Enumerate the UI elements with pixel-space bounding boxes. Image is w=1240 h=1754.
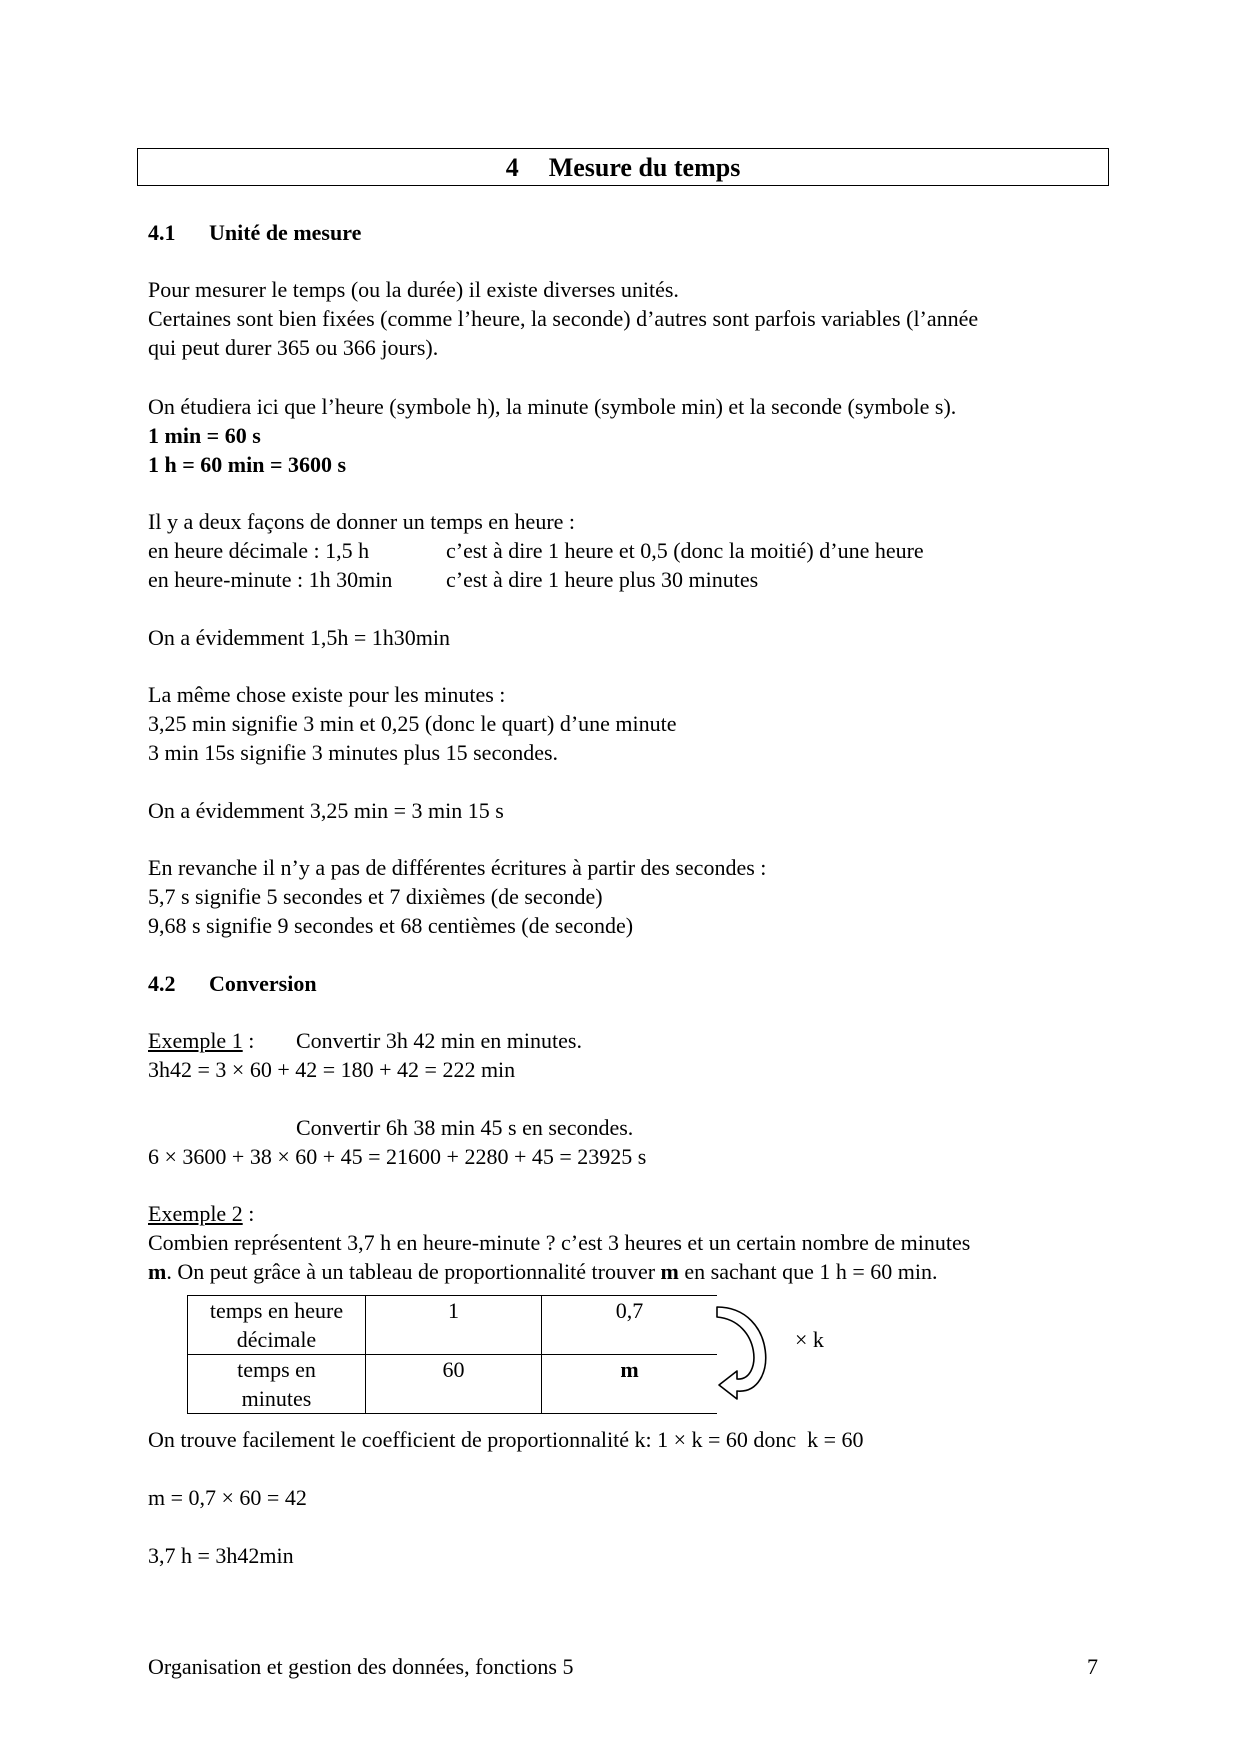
text-line [148,536,1108,565]
coefficient-label: × k [795,1327,824,1352]
page-number: 7 [1087,1654,1098,1679]
text-line: On a évidemment 1,5h = 1h30min [148,625,451,650]
section-number: 4.1 [148,220,176,245]
table-cell: 0,7 [542,1296,718,1355]
section-number: 4.2 [148,971,176,996]
text-line: 3,7 h = 3h42min [148,1543,294,1568]
text-segment: en sachant que 1 h = 60 min. [678,1259,938,1284]
hour-minute-text: c’est à dire 1 heure plus 30 minutes [446,567,759,592]
text-segment: . On peut grâce à un tableau de proportionnalité trouver [166,1259,661,1284]
text-line: Pour mesurer le temps (ou la durée) il existe diverses unités. [148,277,679,302]
example-1-label: Exemple 1 [148,1028,243,1053]
example-1-colon: : [242,1028,255,1053]
proportionality-table [187,1295,717,1414]
row-header-line: minutes [241,1386,312,1411]
text-line: m = 0,7 × 60 = 42 [148,1485,307,1510]
example-2-label: Exemple 2 [148,1201,243,1226]
paragraph-equivalence-hours [148,623,1108,652]
section-title: Unité de mesure [209,220,362,245]
text-line: Certaines sont bien fixées (comme l’heure, la seconde) d’autres sont parfois variables (l’année [148,306,979,331]
variable-m: m [148,1259,167,1284]
conclusion [148,1425,1108,1570]
example-2-colon: : [242,1201,255,1226]
table-cell: m [542,1355,718,1414]
text-line: 9,68 s signifie 9 secondes et 68 centièmes (de seconde) [148,913,634,938]
footer-text: Organisation et gestion des données, fonctions 5 [148,1654,574,1679]
text-line: Combien représentent 3,7 h en heure-minute ? c’est 3 heures et un certain nombre de minutes [148,1230,971,1255]
row-header-line: temps en [237,1357,316,1382]
text-line: Il y a deux façons de donner un temps en heure : [148,509,576,534]
curved-arrow-icon [715,1295,785,1410]
text-line: On étudiera ici que l’heure (symbole h), la minute (symbole min) et la seconde (symbole s). [148,394,957,419]
chapter-title [137,148,1109,186]
text-line: 3 min 15s signifie 3 minutes plus 15 secondes. [148,740,559,765]
rule-minute: 1 min = 60 s [148,423,261,448]
paragraph-seconds [148,853,1108,940]
text-line [148,1199,1108,1228]
section-title: Conversion [209,971,317,996]
example-1-calc-2: 6 × 3600 + 38 × 60 + 45 = 21600 + 2280 + 45 = 23925 s [148,1144,647,1169]
paragraph-hour-formats [148,507,1108,594]
example-2 [148,1199,1108,1286]
example-1-task-1: Convertir 3h 42 min en minutes. [296,1028,582,1053]
page-footer [148,1652,1098,1681]
text-line: 5,7 s signifie 5 secondes et 7 dixièmes (de seconde) [148,884,603,909]
text-line: La même chose existe pour les minutes : [148,682,506,707]
table-cell: 60 [366,1355,542,1414]
decimal-label: en heure décimale : 1,5 h [148,538,370,563]
chapter-number: 4 [505,152,519,182]
table-cell: 1 [366,1296,542,1355]
paragraph-minutes [148,680,1108,767]
example-1 [148,1026,1108,1171]
chapter-title-text: Mesure du temps [548,152,741,182]
table-row [188,1355,718,1414]
text-line: On trouve facilement le coefficient de proportionnalité k: 1 × k = 60 donc k = 60 [148,1427,864,1452]
paragraph-symbols [148,392,1108,479]
text-line: On a évidemment 3,25 min = 3 min 15 s [148,798,504,823]
row-header-line: décimale [236,1327,317,1352]
example-1-task-2: Convertir 6h 38 min 45 s en secondes. [296,1115,634,1140]
variable-m: m [660,1259,679,1284]
text-line [148,565,1108,594]
section-heading-4-2 [148,969,317,998]
row-header [188,1296,366,1355]
text-line [148,1084,1108,1113]
text-line: qui peut durer 365 ou 366 jours). [148,335,439,360]
table-row [188,1296,718,1355]
text-line [148,1113,1108,1142]
row-header [188,1355,366,1414]
paragraph-units [148,275,1108,362]
text-line: 3,25 min signifie 3 min et 0,25 (donc le quart) d’une minute [148,711,677,736]
text-line: En revanche il n’y a pas de différentes écritures à partir des secondes : [148,855,767,880]
text-line [148,1512,1108,1541]
text-line [148,1026,1108,1055]
section-heading-4-1 [148,218,361,247]
text-line [148,1257,1108,1286]
row-header-line: temps en heure [209,1298,344,1323]
text-line [148,1454,1108,1483]
example-1-calc-1: 3h42 = 3 × 60 + 42 = 180 + 42 = 222 min [148,1057,516,1082]
hour-minute-label: en heure-minute : 1h 30min [148,567,393,592]
decimal-text: c’est à dire 1 heure et 0,5 (donc la moitié) d’une heure [446,538,924,563]
rule-hour: 1 h = 60 min = 3600 s [148,452,347,477]
paragraph-equivalence-minutes [148,796,1108,825]
